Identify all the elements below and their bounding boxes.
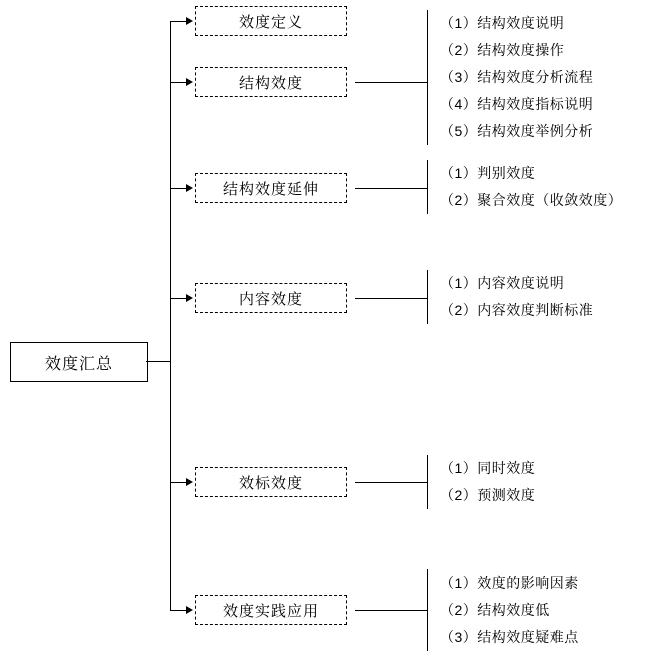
sub-item: （5）结构效度举例分析 bbox=[440, 123, 594, 139]
trunk-connector bbox=[146, 361, 170, 362]
branch-3-sub-bar bbox=[427, 160, 428, 214]
branch-3-sub-connector bbox=[355, 188, 427, 189]
branch-3-sub-items bbox=[440, 160, 622, 214]
trunk-spine bbox=[170, 21, 171, 611]
sub-item: （1）效度的影响因素 bbox=[440, 574, 579, 591]
sub-item: （2）结构效度操作 bbox=[440, 42, 565, 58]
sub-item: （2）结构效度低 bbox=[440, 601, 550, 618]
branch-node-5-label: 效标效度 bbox=[238, 474, 303, 492]
branch-6-sub-connector bbox=[355, 610, 427, 611]
branch-node-6-label: 效度实践应用 bbox=[222, 602, 319, 620]
branch-2-sub-bar bbox=[427, 10, 428, 145]
sub-item: （2）内容效度判断标准 bbox=[440, 302, 594, 318]
branch-node-6[interactable] bbox=[195, 595, 347, 625]
branch-5-sub-bar bbox=[427, 455, 428, 509]
branch-arrow-4 bbox=[186, 294, 193, 302]
sub-item: （1）结构效度说明 bbox=[440, 15, 565, 31]
branch-node-3[interactable] bbox=[195, 173, 347, 203]
branch-4-sub-bar bbox=[427, 270, 428, 324]
branch-arrow-3 bbox=[186, 184, 193, 192]
branch-4-sub-items bbox=[440, 270, 593, 324]
branch-arrow-5 bbox=[186, 478, 193, 486]
branch-node-4[interactable] bbox=[195, 283, 347, 313]
branch-2-sub-items bbox=[440, 10, 593, 145]
sub-item: （1）判别效度 bbox=[440, 165, 536, 181]
sub-item: （2）预测效度 bbox=[440, 487, 536, 503]
sub-item: （3）结构效度分析流程 bbox=[440, 69, 594, 85]
branch-node-4-label: 内容效度 bbox=[238, 290, 303, 308]
sub-item: （2）聚合效度（收敛效度） bbox=[440, 192, 623, 208]
branch-node-2[interactable] bbox=[195, 67, 347, 97]
branch-5-sub-items bbox=[440, 455, 535, 509]
branch-arrow-2 bbox=[186, 78, 193, 86]
sub-item: （4）结构效度指标说明 bbox=[440, 96, 594, 112]
root-node bbox=[10, 342, 148, 382]
branch-node-3-label: 结构效度延伸 bbox=[222, 180, 319, 198]
branch-node-2-label: 结构效度 bbox=[238, 74, 303, 92]
branch-node-1[interactable] bbox=[195, 6, 347, 36]
branch-5-sub-connector bbox=[355, 482, 427, 483]
branch-6-sub-items bbox=[440, 569, 579, 651]
branch-4-sub-connector bbox=[355, 298, 427, 299]
root-node-label: 效度汇总 bbox=[44, 355, 113, 373]
branch-arrow-1 bbox=[186, 17, 193, 25]
branch-2-sub-connector bbox=[355, 82, 427, 83]
sub-item: （1）同时效度 bbox=[440, 460, 536, 476]
branch-node-5[interactable] bbox=[195, 467, 347, 497]
sub-item: （3）结构效度疑难点 bbox=[440, 628, 579, 645]
branch-node-1-label: 效度定义 bbox=[238, 13, 303, 31]
branch-arrow-6 bbox=[186, 606, 193, 614]
branch-6-sub-bar bbox=[427, 569, 428, 651]
sub-item: （1）内容效度说明 bbox=[440, 275, 565, 291]
